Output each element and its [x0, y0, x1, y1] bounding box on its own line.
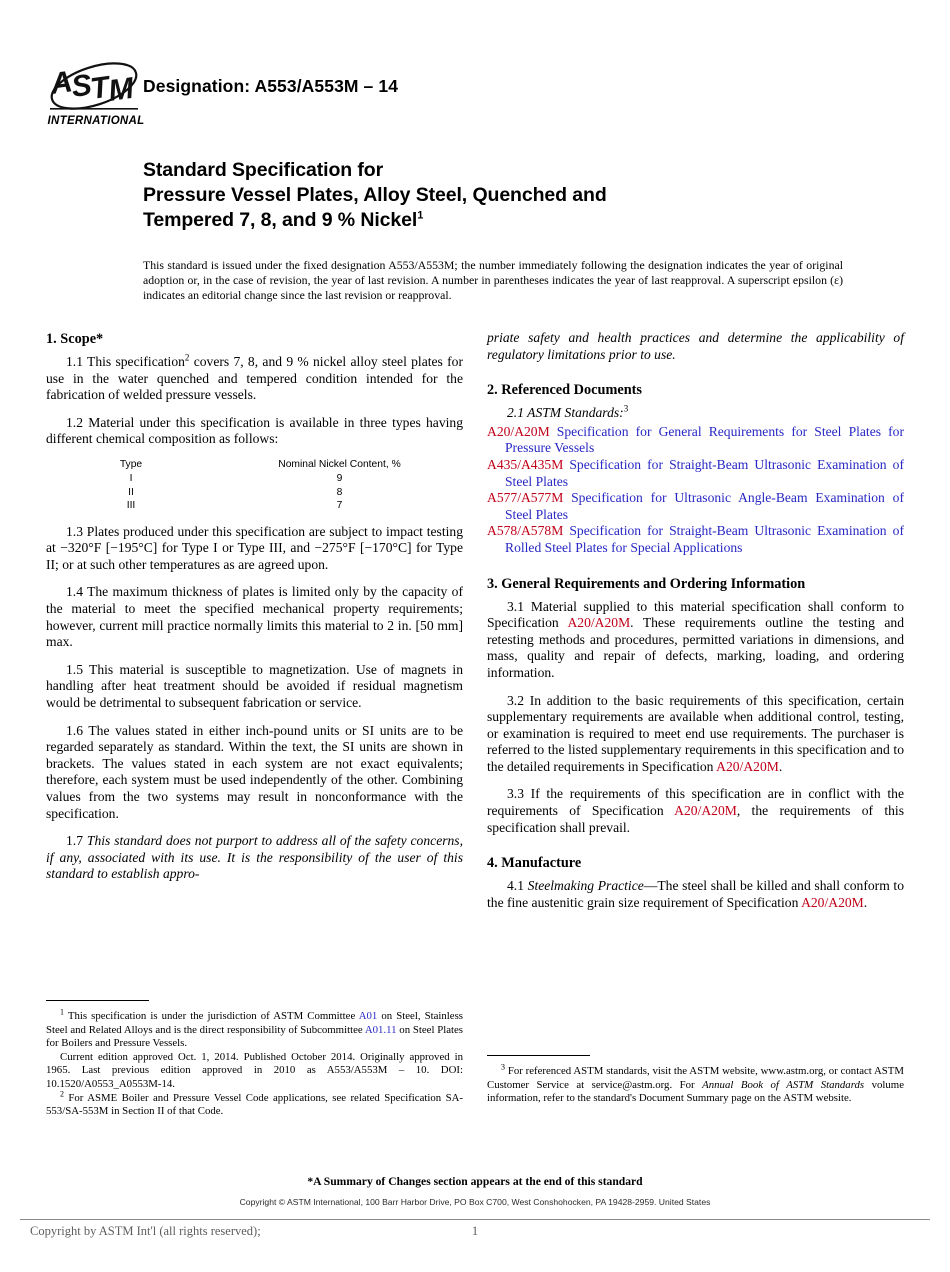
- p4-1-part-a: —The steel shall be killed and shall conform to the fine austenitic grain size requirement of Specification: [487, 878, 904, 910]
- footnote-1-part-b: on Steel, Stainless Steel and Related Alloys and is the direct responsibility of Subcommittee: [46, 1010, 463, 1036]
- astm-logo: [46, 58, 146, 127]
- spec-link-a20[interactable]: A20/A20M: [567, 615, 631, 631]
- spec-link-a20[interactable]: A20/A20M: [801, 894, 864, 910]
- page-header: [0, 0, 950, 140]
- p3-1-part-a: 3.1 Material supplied to this material specification shall conform to Specification: [487, 598, 904, 631]
- footnote-edition-info: Current edition approved Oct. 1, 2014. Published October 2014. Originally approved in 1965. Last previous edition approved in 2010 as A553/A553M – 10. DOI: 10.1520/A0553_A0553M-14.: [46, 1050, 463, 1090]
- p4-1-part-b: .: [863, 894, 868, 910]
- paragraph-1-3: 1.3 Plates produced under this specification are subject to impact testing at −320°F [−195°C] for Type I or Type III, and −275°F [−170°C] for Type II; or at such other temperatures as are agreed upon.: [46, 523, 463, 572]
- astm-standards-footnote-marker: 3: [623, 403, 629, 414]
- intro-paragraph: This standard is issued under the fixed designation A553/A553M; the number immediately following the designation indicates the year of original adoption or, in the case of revision, the year of last revision. A number in parentheses indicates the year of last reapproval. A superscript epsilon (ε) indicates an editorial change since the last revision or reapproval.: [143, 258, 843, 303]
- svg-text:T: T: [88, 70, 112, 106]
- subcommittee-link-a0111[interactable]: A01.11: [364, 1023, 397, 1036]
- paragraph-3-1: [487, 599, 904, 682]
- table-row: [46, 472, 463, 485]
- paragraph-1-1: [46, 354, 463, 404]
- footnote-3-marker: 3: [501, 1062, 505, 1072]
- footnote-2-text: For ASME Boiler and Pressure Vessel Code applications, see related Specification SA-553/SA-553M in Section II of that Code.: [46, 1091, 463, 1118]
- reference-item: [487, 457, 904, 490]
- paragraph-3-3: [487, 786, 904, 836]
- cell-type: I: [129, 473, 133, 485]
- paragraph-1-2: 1.2 Material under this specification is available in three types having different chemical composition as follows:: [46, 414, 463, 447]
- footnote-3-italic: Annual Book of ASTM Standards: [702, 1078, 865, 1091]
- svg-text:S: S: [69, 68, 94, 104]
- p3-3-part-b: , the requirements of this specification shall prevail.: [487, 803, 905, 835]
- footnote-1-part-a: This specification is under the jurisdiction of ASTM Committee: [64, 1010, 359, 1022]
- p3-1-part-b: . These requirements outline the testing and retesting methods and procedures, permitted variations in dimensions, and mass, quality and repair of defects, marking, loading, and ordering information.: [487, 615, 905, 680]
- reference-designation-link[interactable]: A578/A578M: [487, 523, 564, 539]
- cell-type: II: [128, 486, 134, 498]
- p3-2-part-b: .: [778, 758, 783, 774]
- section-heading-manufacture: 4. Manufacture: [487, 855, 582, 872]
- cell-type: III: [126, 500, 136, 512]
- section-heading-referenced-documents: 2. Referenced Documents: [487, 382, 642, 399]
- p4-1-number: 4.1: [507, 878, 528, 894]
- reference-item: [487, 424, 904, 457]
- table-row: [46, 486, 463, 499]
- footnote-1-marker: 1: [60, 1007, 64, 1017]
- reference-list: [487, 424, 904, 557]
- reference-item: [487, 523, 904, 556]
- astm-standards-label: 2.1 ASTM Standards:: [507, 405, 624, 421]
- reference-designation-link[interactable]: A577/A577M: [487, 490, 564, 506]
- nickel-content-table: [46, 458, 463, 513]
- right-column: [487, 330, 904, 911]
- cell-nickel: 8: [336, 486, 343, 498]
- reference-title-link[interactable]: Specification for Straight-Beam Ultrasonic Examination of Rolled Steel Plates for Special Applications: [505, 523, 904, 555]
- reference-title-link[interactable]: Specification for Straight-Beam Ultrasonic Examination of Steel Plates: [505, 456, 904, 489]
- title-line-3-text: Tempered 7, 8, and 9 % Nickel: [143, 209, 418, 231]
- paragraph-1-7-continued: priate safety and health practices and determine the applicability of regulatory limitations prior to use.: [487, 330, 904, 362]
- title-line-3: [143, 208, 843, 233]
- designation: Designation: A553/A553M – 14: [143, 76, 399, 96]
- reference-designation-link[interactable]: A20/A20M: [487, 423, 550, 439]
- spec-link-a20[interactable]: A20/A20M: [674, 803, 737, 819]
- paragraph-1-4: 1.4 The maximum thickness of plates is limited only by the capacity of the material to meet the specified mechanical property requirements; however, current mill practice normally limits this material to 2 in. [50 mm] max.: [46, 584, 463, 650]
- title-line-1: Standard Specification for: [143, 159, 384, 181]
- spec-link-a20[interactable]: A20/A20M: [716, 758, 779, 774]
- title-line-2: Pressure Vessel Plates, Alloy Steel, Quenched and: [143, 184, 607, 206]
- column-header-type: Type: [119, 458, 143, 470]
- left-column: [46, 330, 463, 883]
- p3-3-part-a: 3.3 If the requirements of this specification are in conflict with the requirements of Specification: [487, 786, 904, 819]
- paragraph-2-1: [487, 405, 904, 422]
- footnote-2: [46, 1088, 463, 1119]
- footnote-3: [487, 1062, 904, 1106]
- table-header-row: [46, 458, 463, 472]
- footnote-separator-rule: [487, 1055, 590, 1056]
- paragraph-1-6: 1.6 The values stated in either inch-pound units or SI units are to be regarded separately as standard. Within the text, the SI units are shown in brackets. The values stated in each system are not exact equivalents; therefore, each system must be used independently of the other. Combining values from the two systems may result in nonconformance with the specification.: [46, 722, 463, 821]
- section-heading-scope: 1. Scope*: [46, 331, 104, 347]
- paragraph-4-1: [487, 878, 904, 911]
- summary-of-changes-note: *A Summary of Changes section appears at the end of this standard: [307, 1175, 643, 1188]
- p1-7-number: 1.7: [66, 833, 87, 849]
- footnote-3-part-b: volume information, refer to the standard's Document Summary page on the ASTM website.: [487, 1078, 904, 1105]
- section-heading-general-requirements: 3. General Requirements and Ordering Information: [487, 575, 806, 592]
- copyright-watermark: Copyright by ASTM Int'l (all rights reserved);: [30, 1224, 261, 1238]
- svg-text:A: A: [48, 65, 75, 101]
- p1-1-part-a: 1.1 This specification: [66, 354, 185, 369]
- astm-logo-subtitle: INTERNATIONAL: [47, 115, 145, 127]
- reference-title-link[interactable]: Specification for General Requirements for Steel Plates for Pressure Vessels: [505, 423, 904, 456]
- cell-nickel: 7: [336, 500, 343, 512]
- p1-1-footnote-marker: 2: [184, 352, 190, 363]
- cell-nickel: 9: [336, 473, 343, 485]
- column-header-nickel: Nominal Nickel Content, %: [278, 458, 401, 470]
- reference-item: [487, 490, 904, 523]
- paragraph-1-5: 1.5 This material is susceptible to magnetization. Use of magnets in handling after heat treatment should be avoided if residual magnetism would be detrimental to subsequent fabrication or service.: [46, 661, 463, 710]
- paragraph-3-2: [487, 693, 904, 776]
- copyright-line: Copyright © ASTM International, 100 Barr Harbor Drive, PO Box C700, West Conshohocken, PA 19428-2959. United States: [239, 1197, 711, 1207]
- footnote-2-marker: 2: [60, 1088, 64, 1098]
- footnotes-right: [487, 1055, 904, 1106]
- footnote-separator-rule: [46, 1000, 149, 1001]
- table-row: [46, 499, 463, 512]
- document-title: [143, 158, 843, 233]
- title-footnote-marker: 1: [417, 209, 424, 222]
- reference-title-link[interactable]: Specification for Ultrasonic Angle-Beam Examination of Steel Plates: [505, 490, 904, 522]
- committee-link-a01[interactable]: A01: [358, 1010, 378, 1022]
- astm-logo-icon: [46, 58, 142, 114]
- svg-text:M: M: [106, 71, 136, 108]
- footnote-1-part-c: on Steel Plates for Boilers and Pressure Vessels.: [46, 1023, 464, 1050]
- p4-1-italic-term: Steelmaking Practice: [527, 878, 644, 894]
- p1-7-italic-text: This standard does not purport to address all of the safety concerns, if any, associated with its use. It is the responsibility of the user of this standard to establish appro-: [46, 833, 463, 882]
- reference-designation-link[interactable]: A435/A435M: [487, 456, 564, 472]
- footnote-1: [46, 1007, 464, 1051]
- p3-2-part-a: 3.2 In addition to the basic requirements of this specification, certain supplementary requirements are available when additional control, testing, or examination is required to meet end use requirements. The purchaser is referred to the listed supplementary requirements in this specification and to the detailed requirements in Specification: [487, 692, 904, 774]
- footnote-3-part-a: For referenced ASTM standards, visit the ASTM website, www.astm.org, or contact ASTM Customer Service at service@astm.org. For: [487, 1065, 904, 1091]
- bottom-divider: [20, 1219, 930, 1220]
- paragraph-1-7: [46, 833, 463, 883]
- page-number: 1: [471, 1224, 479, 1238]
- p1-1-part-b: covers 7, 8, and 9 % nickel alloy steel plates for use in the water quenched and tempered condition intended for the fabrication of welded pressure vessels.: [46, 354, 463, 403]
- footnotes-left: [46, 1000, 463, 1119]
